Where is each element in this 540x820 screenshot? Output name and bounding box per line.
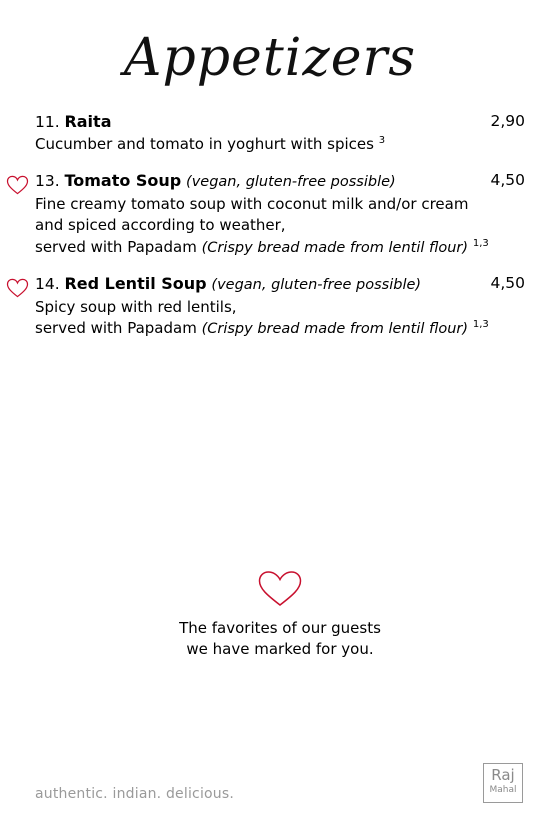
menu-item <box>35 170 525 259</box>
logo-main-text: Raj <box>491 766 515 784</box>
description-text: Cucumber and tomato in yoghurt with spices <box>35 134 374 153</box>
menu-item-description <box>35 194 525 260</box>
favorite-legend-heart-icon <box>257 570 303 607</box>
description-line: Spicy soup with red lentils, <box>35 297 237 316</box>
description-note: (Crispy bread made from lentil flour) <box>201 239 469 256</box>
menu-item-name: Raita <box>64 112 112 131</box>
favorites-note-line: The favorites of our guests <box>179 619 381 637</box>
menu-item <box>35 111 525 155</box>
favorite-heart-icon <box>6 278 29 298</box>
raj-mahal-logo <box>483 763 523 803</box>
menu-item-number: 14. <box>35 275 60 293</box>
menu-item-description <box>35 134 525 156</box>
menu-item-header <box>35 273 525 297</box>
allergen-superscript: 1,3 <box>472 237 489 249</box>
description-line: Fine creamy tomato soup with coconut milk and/or cream <box>35 194 469 213</box>
menu-item-name: Red Lentil Soup <box>64 274 207 293</box>
menu-item-price: 4,50 <box>490 171 525 189</box>
menu-item-description <box>35 297 525 341</box>
description-text: served with Papadam <box>35 319 197 337</box>
description-line: and spiced according to weather, <box>35 216 286 234</box>
menu-item-note: (vegan, gluten-free possible) <box>211 277 422 293</box>
allergen-superscript: 1,3 <box>472 319 489 330</box>
menu-item-price: 2,90 <box>490 112 525 130</box>
logo-sub-text: Mahal <box>489 785 517 795</box>
menu-item-price: 4,50 <box>490 274 525 292</box>
menu-item-note: (vegan, gluten-free possible) <box>186 174 396 190</box>
menu-item <box>35 273 525 341</box>
menu-item-name: Tomato Soup <box>64 171 182 190</box>
description-note: (Crispy bread made from lentil flour) <box>201 321 469 337</box>
menu-item-number: 11. <box>35 113 60 131</box>
description-text: served with Papadam <box>35 237 197 256</box>
favorites-note-line: we have marked for you. <box>186 640 374 658</box>
page-title: Appetizers <box>123 28 417 88</box>
favorite-heart-icon <box>6 175 29 195</box>
allergen-superscript: 3 <box>378 134 386 146</box>
footer-slogan: authentic. indian. delicious. <box>35 786 235 802</box>
menu-item-header <box>35 111 525 134</box>
menu-item-header <box>35 170 525 194</box>
menu-item-number: 13. <box>35 172 60 190</box>
